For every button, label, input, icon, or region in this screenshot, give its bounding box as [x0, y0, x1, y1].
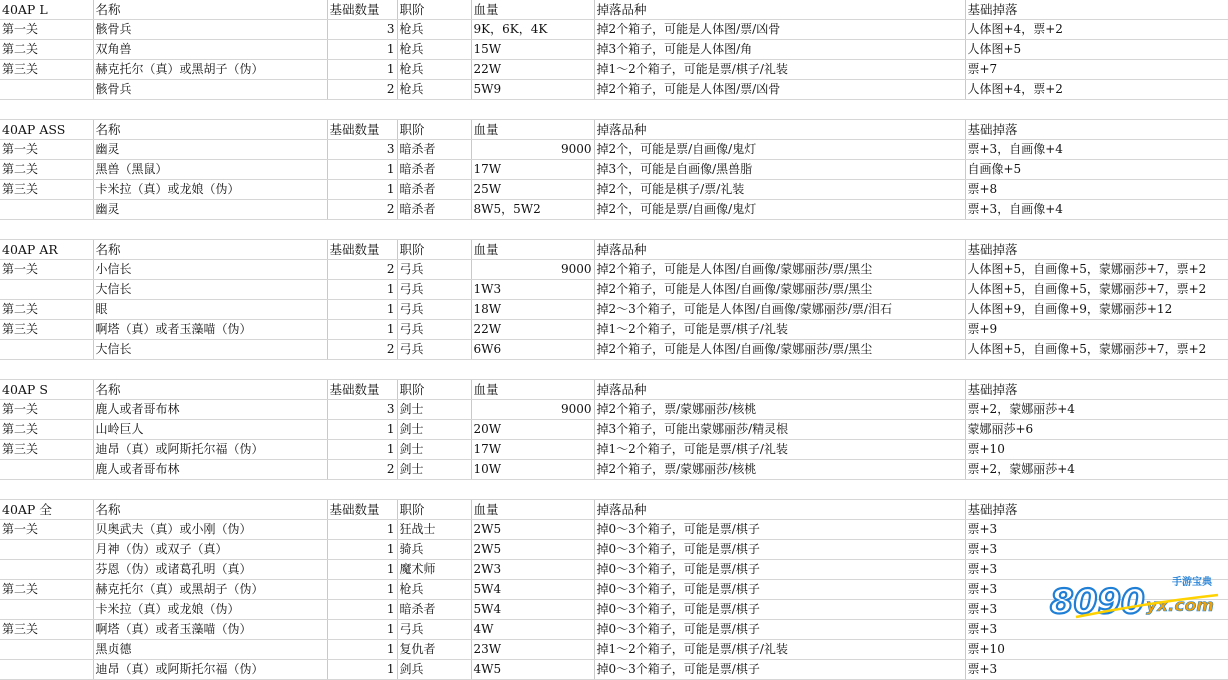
cell-base-count: 1 — [327, 600, 397, 620]
cell-base-count: 1 — [327, 440, 397, 460]
cell-base-drop: 基础掉落 — [965, 0, 1228, 20]
cell-base-drop: 人体图+4，票+2 — [965, 80, 1228, 100]
cell-base-drop: 基础掉落 — [965, 240, 1228, 260]
cell-drop-types: 掉落品种 — [594, 500, 965, 520]
cell-hp: 1W3 — [471, 280, 594, 300]
cell-stage: 第一关 — [0, 140, 93, 160]
cell-hp: 17W — [471, 440, 594, 460]
cell-stage — [0, 460, 93, 480]
cell-drop-types: 掉3个箱子，可能出蒙娜丽莎/精灵根 — [594, 420, 965, 440]
cell-drop-types: 掉1～2个箱子，可能是票/棋子/礼装 — [594, 440, 965, 460]
cell-base-drop: 基础掉落 — [965, 380, 1228, 400]
cell-stage: 第二关 — [0, 420, 93, 440]
table-row — [0, 40, 1228, 60]
cell-class: 职阶 — [397, 240, 471, 260]
cell-class: 弓兵 — [397, 300, 471, 320]
cell-class — [397, 480, 471, 500]
cell-class: 枪兵 — [397, 80, 471, 100]
cell-name: 大信长 — [93, 280, 327, 300]
cell-base-drop: 票+3 — [965, 600, 1228, 620]
cell-stage: 第一关 — [0, 20, 93, 40]
cell-base-drop: 人体图+5，自画像+5，蒙娜丽莎+7，票+2 — [965, 280, 1228, 300]
cell-base-count: 3 — [327, 140, 397, 160]
table-row — [0, 400, 1228, 420]
cell-base-drop: 票+9 — [965, 320, 1228, 340]
cell-base-drop: 票+3 — [965, 660, 1228, 680]
cell-hp: 9000 — [471, 140, 594, 160]
cell-base-drop: 票+2，蒙娜丽莎+4 — [965, 460, 1228, 480]
cell-base-count: 1 — [327, 40, 397, 60]
cell-drop-types: 掉1～2个箱子，可能是票/棋子/礼装 — [594, 60, 965, 80]
cell-name: 赫克托尔（真）或黑胡子（伪） — [93, 60, 327, 80]
cell-base-count: 3 — [327, 400, 397, 420]
cell-name — [93, 220, 327, 240]
cell-base-drop — [965, 360, 1228, 380]
cell-class: 职阶 — [397, 380, 471, 400]
cell-stage — [0, 540, 93, 560]
cell-drop-types — [594, 360, 965, 380]
cell-hp: 血量 — [471, 240, 594, 260]
cell-base-drop: 自画像+5 — [965, 160, 1228, 180]
table-row — [0, 200, 1228, 220]
cell-class: 弓兵 — [397, 280, 471, 300]
cell-drop-types: 掉落品种 — [594, 240, 965, 260]
cell-drop-types: 掉2～3个箱子，可能是人体图/自画像/蒙娜丽莎/票/泪石 — [594, 300, 965, 320]
cell-name — [93, 480, 327, 500]
cell-hp: 4W5 — [471, 660, 594, 680]
cell-base-count: 1 — [327, 620, 397, 640]
cell-stage — [0, 80, 93, 100]
section-header-row — [0, 0, 1228, 20]
table-row — [0, 520, 1228, 540]
section-header-row — [0, 240, 1228, 260]
cell-hp: 8W5，5W2 — [471, 200, 594, 220]
cell-name: 名称 — [93, 500, 327, 520]
cell-drop-types — [594, 480, 965, 500]
cell-base-count: 1 — [327, 280, 397, 300]
cell-base-drop — [965, 100, 1228, 120]
cell-class: 枪兵 — [397, 40, 471, 60]
cell-name: 名称 — [93, 240, 327, 260]
cell-stage — [0, 280, 93, 300]
cell-base-count: 基础数量 — [327, 240, 397, 260]
cell-class: 弓兵 — [397, 260, 471, 280]
cell-hp: 17W — [471, 160, 594, 180]
cell-class: 剑士 — [397, 400, 471, 420]
cell-base-count: 1 — [327, 180, 397, 200]
cell-base-drop: 票+3 — [965, 540, 1228, 560]
cell-base-count: 1 — [327, 60, 397, 80]
spacer-row — [0, 100, 1228, 120]
cell-name: 黑兽（黑鼠） — [93, 160, 327, 180]
cell-drop-types: 掉2个箱子，可能是人体图/自画像/蒙娜丽莎/票/黑尘 — [594, 280, 965, 300]
cell-hp: 9K，6K，4K — [471, 20, 594, 40]
cell-class — [397, 100, 471, 120]
cell-drop-types: 掉2个，可能是棋子/票/礼装 — [594, 180, 965, 200]
cell-name: 卡米拉（真）或龙娘（伪） — [93, 600, 327, 620]
cell-base-count — [327, 220, 397, 240]
cell-name — [93, 360, 327, 380]
table-row — [0, 540, 1228, 560]
table-row — [0, 660, 1228, 680]
table-row — [0, 560, 1228, 580]
cell-drop-types: 掉3个箱子，可能是人体图/角 — [594, 40, 965, 60]
spacer-row — [0, 360, 1228, 380]
cell-base-count — [327, 100, 397, 120]
cell-hp: 15W — [471, 40, 594, 60]
table-row — [0, 60, 1228, 80]
cell-base-drop: 票+3 — [965, 580, 1228, 600]
cell-class: 职阶 — [397, 120, 471, 140]
cell-name: 黑贞德 — [93, 640, 327, 660]
cell-drop-types: 掉1～2个箱子，可能是票/棋子/礼装 — [594, 320, 965, 340]
cell-base-drop: 票+8 — [965, 180, 1228, 200]
site-watermark-logo — [1046, 573, 1226, 621]
table-row — [0, 320, 1228, 340]
cell-stage: 第二关 — [0, 300, 93, 320]
cell-stage — [0, 100, 93, 120]
cell-hp: 5W9 — [471, 80, 594, 100]
cell-name: 鹿人或者哥布林 — [93, 400, 327, 420]
cell-base-count: 1 — [327, 660, 397, 680]
cell-stage: 第二关 — [0, 40, 93, 60]
watermark-brand: 8090 — [1050, 582, 1145, 621]
cell-hp: 血量 — [471, 380, 594, 400]
cell-class — [397, 220, 471, 240]
cell-class: 弓兵 — [397, 320, 471, 340]
cell-name: 啊塔（真）或者玉藻喵（伪） — [93, 320, 327, 340]
cell-stage — [0, 220, 93, 240]
cell-stage — [0, 480, 93, 500]
table-row — [0, 580, 1228, 600]
cell-name: 大信长 — [93, 340, 327, 360]
table-row — [0, 20, 1228, 40]
cell-base-count: 2 — [327, 340, 397, 360]
cell-class: 暗杀者 — [397, 600, 471, 620]
cell-base-drop: 人体图+5 — [965, 40, 1228, 60]
cell-hp: 5W4 — [471, 600, 594, 620]
cell-stage: 40AP AR — [0, 240, 93, 260]
cell-base-drop: 票+3 — [965, 620, 1228, 640]
cell-drop-types: 掉2个箱子，票/蒙娜丽莎/核桃 — [594, 460, 965, 480]
cell-base-count — [327, 480, 397, 500]
cell-drop-types — [594, 100, 965, 120]
table-row — [0, 180, 1228, 200]
cell-stage — [0, 600, 93, 620]
cell-drop-types: 掉0～3个箱子，可能是票/棋子 — [594, 580, 965, 600]
cell-stage — [0, 200, 93, 220]
table-row — [0, 420, 1228, 440]
cell-name: 小信长 — [93, 260, 327, 280]
cell-base-drop: 票+3 — [965, 560, 1228, 580]
cell-drop-types: 掉1～2个箱子，可能是票/棋子/礼装 — [594, 640, 965, 660]
table-row — [0, 460, 1228, 480]
cell-stage — [0, 360, 93, 380]
cell-class: 复仇者 — [397, 640, 471, 660]
cell-stage: 第三关 — [0, 320, 93, 340]
cell-base-count: 2 — [327, 460, 397, 480]
cell-name: 赫克托尔（真）或黑胡子（伪） — [93, 580, 327, 600]
cell-class — [397, 360, 471, 380]
cell-base-drop — [965, 480, 1228, 500]
cell-base-drop: 票+10 — [965, 640, 1228, 660]
section-header-row — [0, 380, 1228, 400]
cell-stage: 第一关 — [0, 400, 93, 420]
cell-class: 枪兵 — [397, 60, 471, 80]
cell-stage: 第一关 — [0, 260, 93, 280]
cell-base-count: 基础数量 — [327, 500, 397, 520]
cell-class: 剑士 — [397, 460, 471, 480]
table-row — [0, 340, 1228, 360]
cell-class: 暗杀者 — [397, 200, 471, 220]
section-header-row — [0, 500, 1228, 520]
cell-stage — [0, 660, 93, 680]
cell-drop-types: 掉2个，可能是票/自画像/鬼灯 — [594, 140, 965, 160]
table-row — [0, 440, 1228, 460]
cell-class: 剑兵 — [397, 660, 471, 680]
cell-class: 暗杀者 — [397, 140, 471, 160]
cell-name: 名称 — [93, 120, 327, 140]
cell-class: 剑士 — [397, 420, 471, 440]
cell-stage: 第二关 — [0, 160, 93, 180]
cell-hp: 18W — [471, 300, 594, 320]
cell-hp: 2W5 — [471, 540, 594, 560]
cell-stage: 40AP L — [0, 0, 93, 20]
cell-name: 啊塔（真）或者玉藻喵（伪） — [93, 620, 327, 640]
cell-base-count: 1 — [327, 540, 397, 560]
cell-hp: 20W — [471, 420, 594, 440]
cell-hp: 22W — [471, 60, 594, 80]
watermark-domain: yx.com — [1146, 596, 1214, 616]
cell-hp — [471, 360, 594, 380]
cell-base-count: 1 — [327, 520, 397, 540]
cell-class: 剑士 — [397, 440, 471, 460]
cell-class: 枪兵 — [397, 580, 471, 600]
cell-hp: 9000 — [471, 260, 594, 280]
cell-stage: 第三关 — [0, 180, 93, 200]
cell-base-drop: 票+3 — [965, 520, 1228, 540]
cell-stage — [0, 640, 93, 660]
cell-name: 名称 — [93, 380, 327, 400]
cell-drop-types — [594, 220, 965, 240]
cell-base-count: 1 — [327, 320, 397, 340]
cell-drop-types: 掉2个，可能是票/自画像/鬼灯 — [594, 200, 965, 220]
cell-hp — [471, 480, 594, 500]
cell-stage: 第三关 — [0, 60, 93, 80]
cell-drop-types: 掉0～3个箱子，可能是票/棋子 — [594, 600, 965, 620]
cell-hp — [471, 220, 594, 240]
cell-hp: 2W3 — [471, 560, 594, 580]
table-row — [0, 300, 1228, 320]
cell-stage — [0, 560, 93, 580]
cell-base-drop — [965, 220, 1228, 240]
cell-base-drop: 人体图+9，自画像+9，蒙娜丽莎+12 — [965, 300, 1228, 320]
cell-hp: 9000 — [471, 400, 594, 420]
table-row — [0, 260, 1228, 280]
cell-class: 枪兵 — [397, 20, 471, 40]
cell-base-count: 3 — [327, 20, 397, 40]
cell-class: 弓兵 — [397, 340, 471, 360]
cell-drop-types: 掉0～3个箱子，可能是票/棋子 — [594, 540, 965, 560]
table-row — [0, 160, 1228, 180]
cell-hp: 血量 — [471, 120, 594, 140]
cell-base-count: 1 — [327, 420, 397, 440]
cell-drop-types: 掉2个箱子，可能是人体图/自画像/蒙娜丽莎/票/黑尘 — [594, 340, 965, 360]
cell-class: 狂战士 — [397, 520, 471, 540]
cell-stage: 40AP ASS — [0, 120, 93, 140]
cell-class: 骑兵 — [397, 540, 471, 560]
cell-hp: 血量 — [471, 500, 594, 520]
cell-drop-types: 掉2个箱子，可能是人体图/票/凶骨 — [594, 20, 965, 40]
cell-hp: 6W6 — [471, 340, 594, 360]
cell-name: 骸骨兵 — [93, 20, 327, 40]
cell-base-drop: 票+2，蒙娜丽莎+4 — [965, 400, 1228, 420]
cell-base-drop: 票+3，自画像+4 — [965, 200, 1228, 220]
cell-hp: 5W4 — [471, 580, 594, 600]
cell-base-drop: 人体图+5，自画像+5，蒙娜丽莎+7，票+2 — [965, 340, 1228, 360]
cell-drop-types: 掉落品种 — [594, 380, 965, 400]
cell-hp: 血量 — [471, 0, 594, 20]
cell-hp: 10W — [471, 460, 594, 480]
cell-name: 骸骨兵 — [93, 80, 327, 100]
table-row — [0, 280, 1228, 300]
cell-name: 月神（伪）或双子（真） — [93, 540, 327, 560]
cell-drop-types: 掉0～3个箱子，可能是票/棋子 — [594, 660, 965, 680]
cell-name: 鹿人或者哥布林 — [93, 460, 327, 480]
cell-name: 山岭巨人 — [93, 420, 327, 440]
cell-base-drop: 票+7 — [965, 60, 1228, 80]
cell-base-count: 2 — [327, 200, 397, 220]
cell-hp: 4W — [471, 620, 594, 640]
cell-hp: 25W — [471, 180, 594, 200]
cell-drop-types: 掉落品种 — [594, 120, 965, 140]
cell-name: 名称 — [93, 0, 327, 20]
cell-drop-types: 掉2个箱子，可能是人体图/自画像/蒙娜丽莎/票/黑尘 — [594, 260, 965, 280]
cell-stage: 40AP S — [0, 380, 93, 400]
cell-base-count: 基础数量 — [327, 0, 397, 20]
cell-base-count: 基础数量 — [327, 380, 397, 400]
cell-base-drop: 蒙娜丽莎+6 — [965, 420, 1228, 440]
cell-stage: 40AP 全 — [0, 500, 93, 520]
cell-base-count: 1 — [327, 300, 397, 320]
cell-base-drop: 票+3，自画像+4 — [965, 140, 1228, 160]
table-row — [0, 640, 1228, 660]
cell-drop-types: 掉落品种 — [594, 0, 965, 20]
spacer-row — [0, 220, 1228, 240]
cell-base-drop: 基础掉落 — [965, 120, 1228, 140]
cell-stage: 第三关 — [0, 440, 93, 460]
cell-class: 暗杀者 — [397, 160, 471, 180]
table-row — [0, 600, 1228, 620]
table-row — [0, 80, 1228, 100]
cell-name: 芬恩（伪）或诸葛孔明（真） — [93, 560, 327, 580]
cell-hp: 23W — [471, 640, 594, 660]
cell-name: 卡米拉（真）或龙娘（伪） — [93, 180, 327, 200]
cell-name: 迪昂（真）或阿斯托尔福（伪） — [93, 660, 327, 680]
cell-base-drop: 人体图+4，票+2 — [965, 20, 1228, 40]
cell-base-count: 1 — [327, 560, 397, 580]
cell-drop-types: 掉0～3个箱子，可能是票/棋子 — [594, 520, 965, 540]
cell-hp: 22W — [471, 320, 594, 340]
spacer-row — [0, 480, 1228, 500]
cell-class: 弓兵 — [397, 620, 471, 640]
cell-base-count — [327, 360, 397, 380]
cell-base-count: 1 — [327, 160, 397, 180]
cell-drop-types: 掉0～3个箱子，可能是票/棋子 — [594, 560, 965, 580]
section-header-row — [0, 120, 1228, 140]
table-row — [0, 140, 1228, 160]
cell-name: 幽灵 — [93, 140, 327, 160]
cell-class: 职阶 — [397, 0, 471, 20]
cell-stage: 第一关 — [0, 520, 93, 540]
cell-name — [93, 100, 327, 120]
cell-base-drop: 人体图+5，自画像+5，蒙娜丽莎+7，票+2 — [965, 260, 1228, 280]
cell-stage: 第三关 — [0, 620, 93, 640]
watermark-tagline: 手游宝典 — [1172, 577, 1212, 588]
cell-hp: 2W5 — [471, 520, 594, 540]
cell-stage: 第二关 — [0, 580, 93, 600]
cell-drop-types: 掉0～3个箱子，可能是票/棋子 — [594, 620, 965, 640]
cell-name: 贝奥武夫（真）或小刚（伪） — [93, 520, 327, 540]
cell-class: 暗杀者 — [397, 180, 471, 200]
cell-hp — [471, 100, 594, 120]
cell-base-count: 2 — [327, 80, 397, 100]
cell-drop-types: 掉2个箱子，可能是人体图/票/凶骨 — [594, 80, 965, 100]
cell-base-drop: 基础掉落 — [965, 500, 1228, 520]
cell-name: 眼 — [93, 300, 327, 320]
cell-class: 职阶 — [397, 500, 471, 520]
cell-base-count: 2 — [327, 260, 397, 280]
cell-base-count: 1 — [327, 580, 397, 600]
cell-name: 幽灵 — [93, 200, 327, 220]
table-row — [0, 620, 1228, 640]
cell-name: 迪昂（真）或阿斯托尔福（伪） — [93, 440, 327, 460]
cell-drop-types: 掉2个箱子，票/蒙娜丽莎/核桃 — [594, 400, 965, 420]
cell-drop-types: 掉3个，可能是自画像/黑兽脂 — [594, 160, 965, 180]
cell-class: 魔术师 — [397, 560, 471, 580]
cell-name: 双角兽 — [93, 40, 327, 60]
cell-base-count: 基础数量 — [327, 120, 397, 140]
cell-base-count: 1 — [327, 640, 397, 660]
cell-base-drop: 票+10 — [965, 440, 1228, 460]
cell-stage — [0, 340, 93, 360]
